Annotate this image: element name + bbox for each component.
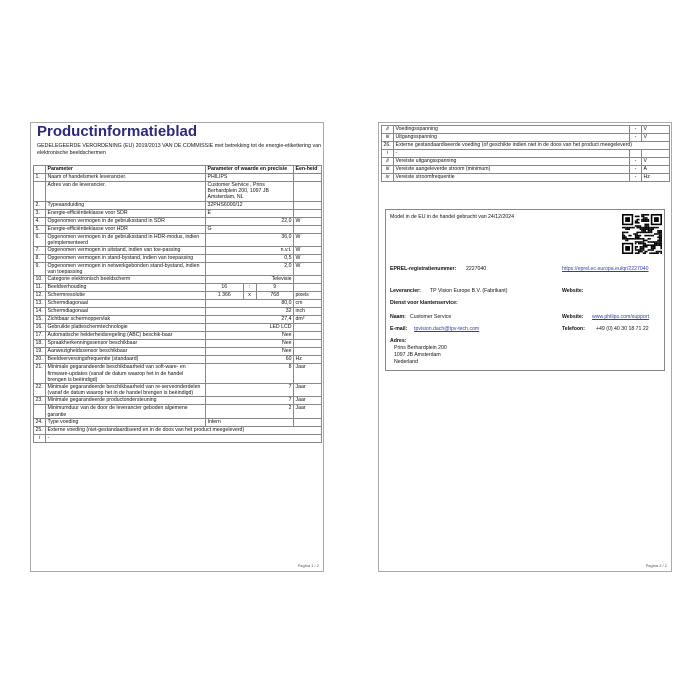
parameter-cell: Adres van de leverancier.: [46, 182, 206, 202]
parameter-cell: Schermresolutie: [46, 292, 206, 300]
table-row: [382, 166, 670, 174]
unit-cell: [294, 174, 322, 182]
parameter-cell: -: [46, 434, 322, 442]
parameter-cell: Typeaanduiding: [46, 201, 206, 209]
row-number: 6.: [34, 233, 46, 246]
row-number: i: [34, 434, 46, 442]
table-row: [34, 174, 322, 182]
aspect-b: 9: [273, 284, 277, 291]
table-row: [382, 142, 670, 150]
resolution-sep: x: [244, 292, 257, 298]
value-cell: -: [630, 158, 642, 166]
unit-cell: V: [642, 134, 670, 142]
page-footer: Pagina 2 / 2: [645, 563, 667, 568]
row-number: 23.: [34, 397, 46, 405]
row-number: 7.: [34, 247, 46, 255]
address-line-1: Prins Berhardplein 200: [394, 345, 447, 351]
unit-cell: [294, 225, 322, 233]
unit-cell: cm: [294, 300, 322, 308]
row-number: 20.: [34, 356, 46, 364]
value-cell: 32PHS6000/12: [206, 201, 294, 209]
parameter-cell: Uitgangsspanning: [394, 134, 630, 142]
unit-cell: pixels: [294, 292, 322, 300]
table-row: [34, 233, 322, 246]
parameter-cell: Schermdiagonaal: [46, 308, 206, 316]
row-number: 9.: [34, 263, 46, 276]
row-number: [34, 182, 46, 202]
unit-cell: [294, 276, 322, 284]
table-row: [34, 182, 322, 202]
value-cell: 0,5: [206, 255, 294, 263]
value-cell: 8: [206, 364, 294, 384]
unit-cell: W: [294, 233, 322, 246]
table-row: [34, 384, 322, 397]
parameter-cell: Opgenomen vermogen in netwerkgebonden stand-bystand, indien van toepassing: [46, 263, 206, 276]
row-number: 15.: [34, 316, 46, 324]
value-cell: LED LCD: [206, 324, 294, 332]
parameter-cell: Opgenomen vermogen in uitstand, indien van toe-passing: [46, 247, 206, 255]
row-number: 18.: [34, 340, 46, 348]
parameter-cell: -: [394, 150, 630, 158]
parameter-cell: Beeldverhouding: [46, 284, 206, 292]
value-cell: 7: [206, 397, 294, 405]
parameter-cell: Zichtbaar schermoppervlak: [46, 316, 206, 324]
value-cell: 60: [206, 356, 294, 364]
row-number: iii: [382, 166, 394, 174]
table-row: [34, 263, 322, 276]
unit-cell: [294, 182, 322, 202]
row-number: 13.: [34, 300, 46, 308]
value-cell: 22,0: [206, 217, 294, 225]
row-number: ii: [382, 158, 394, 166]
row-number: 12.: [34, 292, 46, 300]
resolution-b: 768: [270, 292, 280, 299]
parameter-cell: Opgenomen vermogen in de gebruiksstand in HDR-modus, indien geïmplementeerd: [46, 233, 206, 246]
row-number: 24.: [34, 418, 46, 426]
service-label: Dienst voor klantenservice:: [390, 300, 458, 306]
table-row: [34, 434, 322, 442]
parameter-cell: Externe voeding (niet-gestandaardiseerd en in de doos van het product meegeleverd): [46, 426, 322, 434]
table-row: [382, 150, 670, 158]
parameter-cell: Vereiste stroomfrequentie: [394, 174, 630, 182]
unit-cell: [294, 201, 322, 209]
parameter-cell: Minimale gegarandeerde productondersteuning: [46, 397, 206, 405]
unit-cell: [294, 209, 322, 217]
product-info-table: [33, 165, 322, 443]
value-cell: -: [630, 126, 642, 134]
email-link[interactable]: tpvision.dach@tpv-tech.com: [414, 326, 480, 332]
address-label: Adres:: [390, 338, 407, 344]
value-cell: Customer Service , Prins Berhardplein 200, 1097 JB Amsterdam, NL: [206, 182, 294, 202]
column-header: Parameter of waarde en precisie: [206, 166, 294, 174]
table-row: [34, 217, 322, 225]
parameter-cell: Minimale gegarandeerde beschikbaarheid van re-serveonderdelen (vanaf de datum waarop het in de handel brengen is beëindigd): [46, 384, 206, 397]
website-label: Website:: [562, 288, 584, 294]
row-number: 22.: [34, 384, 46, 397]
table-row: [34, 316, 322, 324]
row-number: 16.: [34, 324, 46, 332]
table-row: [382, 134, 670, 142]
unit-cell: W: [294, 263, 322, 276]
value-cell: Televisie: [206, 276, 294, 284]
aspect-cell: [206, 284, 294, 292]
parameter-cell: Naam of handelsmerk leverancier.: [46, 174, 206, 182]
value-cell: -: [630, 166, 642, 174]
unit-cell: W: [294, 255, 322, 263]
page-2: [378, 122, 672, 572]
regulation-subtitle: GEDELEGEERDE VERORDENING (EU) 2019/2013 VAN DE COMMISSIE met betrekking tot de energie-etikettering van elektronische beeldschermen: [37, 143, 321, 156]
table-row: [34, 255, 322, 263]
table-row: [34, 356, 322, 364]
unit-cell: Hz: [642, 174, 670, 182]
email-label: E-mail:: [390, 326, 408, 332]
row-number: ii: [382, 126, 394, 134]
unit-cell: [294, 332, 322, 340]
unit-cell: [294, 348, 322, 356]
document-title: Productinformatieblad: [37, 123, 198, 140]
table-row: [34, 284, 322, 292]
table-row: [34, 364, 322, 384]
table-row: [34, 276, 322, 284]
phone-label: Telefoon:: [562, 326, 585, 332]
table-row: [34, 426, 322, 434]
parameter-cell: Opgenomen vermogen in de gebruiksstand in SDR: [46, 217, 206, 225]
unit-cell: inch: [294, 308, 322, 316]
parameter-cell: Energie-efficiëntieklasse voor SDR: [46, 209, 206, 217]
table-row: [34, 247, 322, 255]
table-row: [34, 418, 322, 426]
unit-cell: Jaar: [294, 405, 322, 418]
unit-cell: V: [642, 158, 670, 166]
row-number: 21.: [34, 364, 46, 384]
page-footer: Pagina 1 / 2: [297, 563, 319, 568]
table-row: [382, 126, 670, 134]
row-number: 10.: [34, 276, 46, 284]
unit-cell: [294, 324, 322, 332]
parameter-cell: Vereiste aangeleverde stroom (minimum): [394, 166, 630, 174]
value-cell: 2: [206, 405, 294, 418]
table-row: [34, 225, 322, 233]
value-cell: Intern: [206, 418, 294, 426]
website2-link[interactable]: www.philips.com/support: [592, 314, 650, 320]
value-cell: 27,4: [206, 316, 294, 324]
parameter-cell: Aanwezigheidssensor beschikbaar: [46, 348, 206, 356]
phone-value: +49 (0) 40 30 18 71 22: [596, 326, 649, 332]
model-text: Model in de EU in de handel gebracht van 24/12/2024: [390, 214, 515, 220]
resolution-a: 1 366: [206, 292, 244, 298]
name-value: Customer Service: [410, 314, 452, 320]
value-cell: Nee: [206, 332, 294, 340]
column-header: Een-heid: [294, 166, 322, 174]
row-number: 8.: [34, 255, 46, 263]
unit-cell: [294, 340, 322, 348]
unit-cell: dm²: [294, 316, 322, 324]
row-number: 17.: [34, 332, 46, 340]
table-row: [34, 397, 322, 405]
table-row: [34, 292, 322, 300]
value-cell: -: [630, 134, 642, 142]
table-row: [382, 158, 670, 166]
table-row: [34, 348, 322, 356]
unit-cell: [294, 418, 322, 426]
parameter-cell: Automatische helderheidsregeling (ABC) beschik-baar: [46, 332, 206, 340]
unit-cell: Hz: [294, 356, 322, 364]
row-number: 2.: [34, 201, 46, 209]
value-cell: 36,0: [206, 233, 294, 246]
row-number: 25.: [34, 426, 46, 434]
table-row: [34, 209, 322, 217]
row-number: iv: [382, 174, 394, 182]
value-cell: 7: [206, 384, 294, 397]
eprel-link[interactable]: https://eprel.ec.europa.eu/qr/2227040: [562, 266, 649, 272]
value-cell: -: [630, 174, 642, 182]
value-cell: Nee: [206, 348, 294, 356]
table-row: [34, 308, 322, 316]
value-cell: E: [206, 209, 294, 217]
row-number: i: [382, 150, 394, 158]
supplier-label: Leverancier:: [390, 288, 421, 294]
parameter-cell: Categorie elektronisch beeldscherm: [46, 276, 206, 284]
unit-cell: [294, 284, 322, 292]
unit-cell: Jaar: [294, 384, 322, 397]
value-cell: [630, 150, 642, 158]
address-line-3: Nederland: [394, 359, 418, 365]
eprel-value: 2227040: [466, 266, 487, 272]
table-row: [382, 174, 670, 182]
column-header: Parameter: [46, 166, 206, 174]
unit-cell: Jaar: [294, 397, 322, 405]
parameter-cell: Vereiste uitgangsspanning: [394, 158, 630, 166]
table-row: [34, 324, 322, 332]
row-number: 11.: [34, 284, 46, 292]
parameter-cell: Type voeding: [46, 418, 206, 426]
unit-cell: [642, 150, 670, 158]
name-label: Naam:: [390, 314, 406, 320]
supplier-info-box: [385, 209, 665, 371]
parameter-cell: Minimumduur van de door de leverancier geboden algemene garantie: [46, 405, 206, 418]
table-row: [34, 340, 322, 348]
value-cell: 80,0: [206, 300, 294, 308]
table-row: [34, 201, 322, 209]
page-1: [30, 122, 324, 572]
supplier-value: TP Vision Europe B.V. (Fabrikant): [430, 288, 508, 294]
parameter-cell: Voedingsspanning: [394, 126, 630, 134]
row-number: 14.: [34, 308, 46, 316]
unit-cell: A: [642, 166, 670, 174]
parameter-cell: Schermdiagonaal: [46, 300, 206, 308]
unit-cell: W: [294, 217, 322, 225]
parameter-cell: Beeldverversingsfrequentie (standaard): [46, 356, 206, 364]
power-supply-table: [381, 125, 670, 182]
value-cell: 32: [206, 308, 294, 316]
row-number: 3.: [34, 209, 46, 217]
parameter-cell: Externe gestandaardiseerde voeding (of geschikte indien niet in de doos van het product meegeleverd): [394, 142, 670, 150]
table-row: [34, 405, 322, 418]
row-number: [34, 405, 46, 418]
row-number: 4.: [34, 217, 46, 225]
row-number: 26.: [382, 142, 394, 150]
row-number: iii: [382, 134, 394, 142]
value-cell: PHILIPS: [206, 174, 294, 182]
value-cell: 2,0: [206, 263, 294, 276]
unit-cell: V: [642, 126, 670, 134]
aspect-sep: :: [244, 284, 257, 290]
row-number: 1.: [34, 174, 46, 182]
address-line-2: 1097 JB Amsterdam: [394, 352, 441, 358]
parameter-cell: Energie-efficiëntieklasse voor HDR: [46, 225, 206, 233]
table-header-row: [34, 166, 322, 174]
unit-cell: Jaar: [294, 364, 322, 384]
resolution-cell: [206, 292, 294, 300]
qr-code[interactable]: [622, 214, 662, 254]
row-number: 5.: [34, 225, 46, 233]
parameter-cell: Minimale gegarandeerde beschikbaarheid van soft-ware- en firmware-updates (vanaf de datum waarop het in de handel brengen is beëindigd): [46, 364, 206, 384]
value-cell: G: [206, 225, 294, 233]
table-row: [34, 300, 322, 308]
unit-cell: W: [294, 247, 322, 255]
value-cell: Nee: [206, 340, 294, 348]
value-cell: n.v.t.: [206, 247, 294, 255]
eprel-label: EPREL-registratienummer:: [390, 266, 457, 272]
parameter-cell: Opgenomen vermogen in stand-bystand, indien van toepassing: [46, 255, 206, 263]
table-row: [34, 332, 322, 340]
row-number: 19.: [34, 348, 46, 356]
parameter-cell: Gebruikte platteschermtechnologie: [46, 324, 206, 332]
website2-label: Website:: [562, 314, 584, 320]
aspect-a: 16: [206, 284, 244, 290]
parameter-cell: Spraakherkenningssensor beschikbaar: [46, 340, 206, 348]
